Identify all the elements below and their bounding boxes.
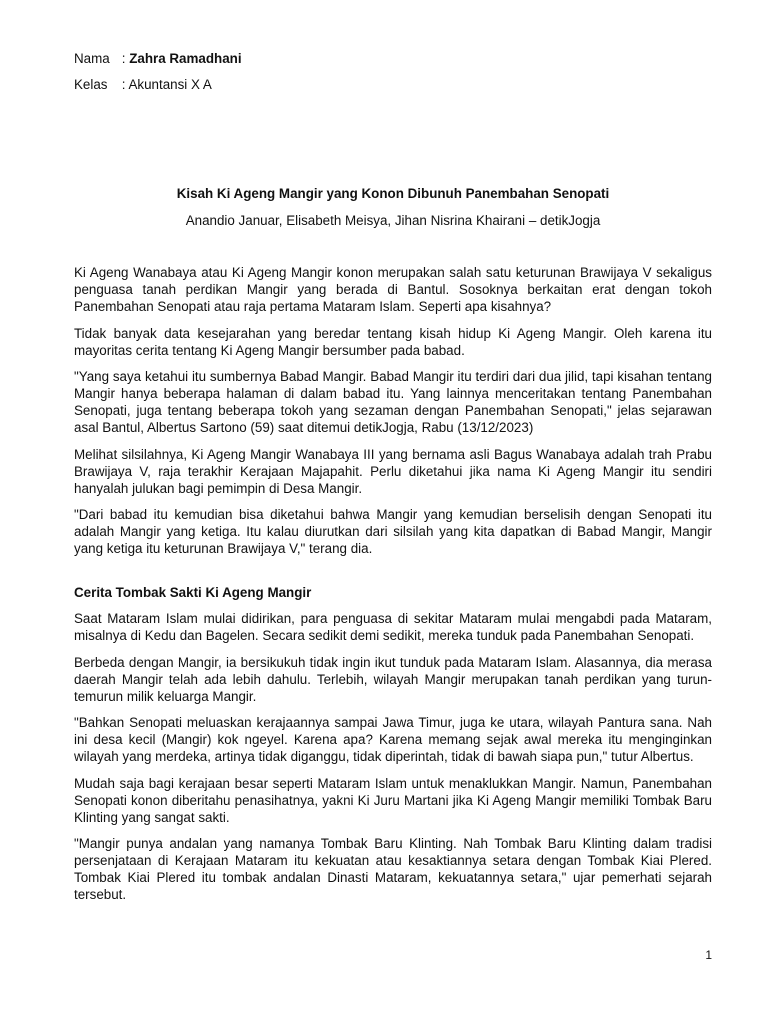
- article-authors: Anandio Januar, Elisabeth Meisya, Jihan Nisrina Khairani – detikJogja: [185, 213, 601, 228]
- name-label: Nama: [74, 51, 110, 66]
- paragraph: Melihat silsilahnya, Ki Ageng Mangir Wanabaya III yang bernama asli Bagus Wanabaya adalah trah Prabu Brawijaya V, raja terakhir Kerajaan Majapahit. Perlu diketahui jika nama Ki Ageng Mangir itu sendiri hanyalah julukan bagi pemimpin di Desa Mangir.: [74, 446, 712, 496]
- article-title: Kisah Ki Ageng Mangir yang Konon Dibunuh Panembahan Senopati: [176, 186, 610, 201]
- document-page: [74, 50, 712, 913]
- paragraph: Tidak banyak data kesejarahan yang beredar tentang kisah hidup Ki Ageng Mangir. Oleh karena itu mayoritas cerita tentang Ki Ageng Mangir bersumber pada babad.: [74, 325, 712, 358]
- class-row: [74, 76, 712, 102]
- paragraph: "Bahkan Senopati meluaskan kerajaannya sampai Jawa Timur, juga ke utara, wilayah Pantura sana. Nah ini desa kecil (Mangir) kok ngeyel. Karena apa? Karena memang sejak awal mereka itu menginginkan wilayah yang merdeka, artinya tidak diganggu, tidak diperintah, tidak di bawah siapa pun," tutur Albertus.: [74, 715, 712, 764]
- article-body: [74, 264, 712, 903]
- name-value: Zahra Ramadhani: [129, 51, 242, 66]
- paragraph: "Mangir punya andalan yang namanya Tombak Baru Klinting. Nah Tombak Baru Klinting dalam tradisi persenjataan di Kerajaan Mataram itu kekuatan atau kesaktiannya setara dengan Tombak Kiai Plered. Tombak Kiai Plered itu tombak andalan Dinasti Mataram, kekuatannya setara," ujar pemerhati sejarah tersebut.: [74, 836, 712, 902]
- paragraph: Saat Mataram Islam mulai didirikan, para penguasa di sekitar Mataram mulai mengabdi pada Mataram, misalnya di Kedu dan Bagelen. Secara sedikit demi sedikit, mereka tunduk pada Panembahan Senopati.: [74, 611, 712, 643]
- class-separator: :: [121, 77, 126, 92]
- paragraph: "Yang saya ketahui itu sumbernya Babad Mangir. Babad Mangir itu terdiri dari dua jilid, tapi kisahan tentang Mangir hanya beberapa halaman di dalam babad itu. Yang lainnya menceritakan tentang Panembahan Senopati, juga tentang beberapa tokoh yang sezaman dengan Panembahan Senopati," jelas sejarawan asal Bantul, Albertus Sartono (59) saat ditemui detikJogja, Rabu (13/12/2023): [74, 369, 712, 435]
- name-separator: :: [121, 51, 126, 66]
- paragraph: "Dari babad itu kemudian bisa diketahui bahwa Mangir yang kemudian berselisih dengan Senopati itu adalah Mangir yang ketiga. Itu kalau diurutkan dari silsilah yang kita dapatkan di Babad Mangir, Mangir yang ketiga itu keturunan Brawijaya V," terang dia.: [74, 507, 712, 556]
- name-row: [74, 50, 712, 76]
- paragraph: Ki Ageng Wanabaya atau Ki Ageng Mangir konon merupakan salah satu keturunan Brawijaya V sekaligus penguasa tanah perdikan Mangir yang berada di Bantul. Sosoknya berkaitan erat dengan tokoh Panembahan Senopati atau raja pertama Mataram Islam. Seperti apa kisahnya?: [74, 265, 712, 314]
- paragraph: Berbeda dengan Mangir, ia bersikukuh tidak ingin ikut tunduk pada Mataram Islam. Alasannya, dia merasa daerah Mangir telah ada lebih dahulu. Terlebih, wilayah Mangir merupakan tanah perdikan yang turun-temurun milik keluarga Mangir.: [74, 654, 712, 704]
- class-value: Akuntansi X A: [128, 77, 212, 92]
- paragraph: Mudah saja bagi kerajaan besar seperti Mataram Islam untuk menaklukkan Mangir. Namun, Panembahan Senopati konon diberitahu penasihatnya, yakni Ki Juru Martani jika Ki Ageng Mangir memiliki Tombak Baru Klinting yang sangat sakti.: [74, 775, 712, 825]
- section-heading: Cerita Tombak Sakti Ki Ageng Mangir: [74, 585, 312, 600]
- class-label: Kelas: [74, 77, 108, 92]
- page-number: 1: [705, 948, 712, 962]
